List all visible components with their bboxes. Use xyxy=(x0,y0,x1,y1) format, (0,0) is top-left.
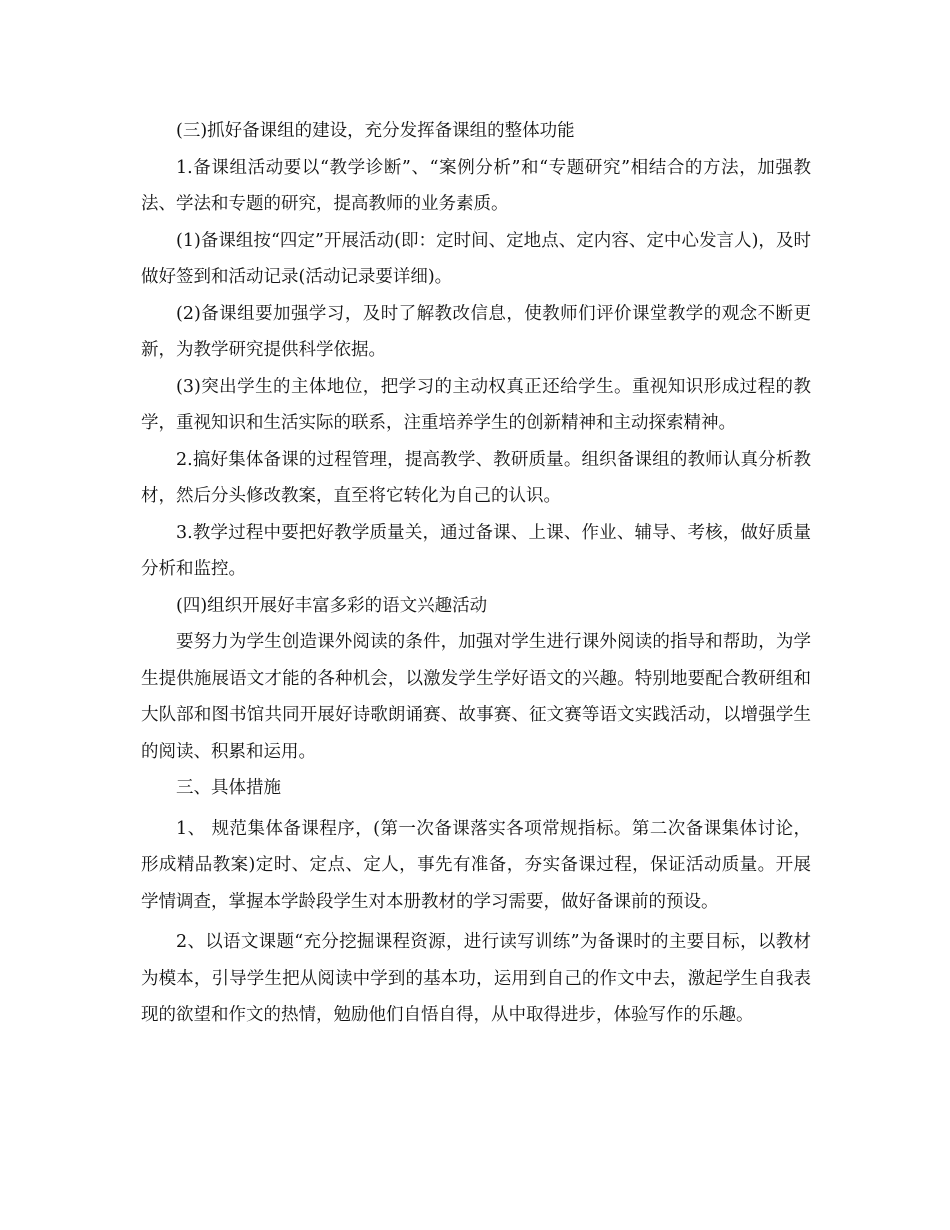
paragraph-item-3: 3.教学过程中要把好教学质量关，通过备课、上课、作业、辅导、考核，做好质量分析和监控。 xyxy=(141,522,811,579)
paragraph-item-2: 2.搞好集体备课的过程管理，提高教学、教研质量。组织备课组的教师认真分析教材，然后分头修改教案，直至将它转化为自己的认识。 xyxy=(141,449,811,506)
document-body xyxy=(141,113,811,1034)
section-heading-measures: 三、具体措施 xyxy=(176,778,281,798)
paragraph-measure-1: 1、 规范集体备课程序，(第一次备课落实各项常规指标。第二次备课集体讨论，形成精品教案)定时、定点、定人，事先有准备，夯实备课过程，保证活动质量。开展学情调查，掌握本学龄段学生对本册教材的学习需要，做好备课前的预设。 xyxy=(141,818,811,912)
paragraph-subitem-3: (3)突出学生的主体地位，把学习的主动权真正还给学生。重视知识形成过程的教学，重视知识和生活实际的联系，注重培养学生的创新精神和主动探索精神。 xyxy=(141,376,811,433)
section-heading-3: (三)抓好备课组的建设，充分发挥备课组的整体功能 xyxy=(176,121,575,141)
paragraph-reading-activities: 要努力为学生创造课外阅读的条件，加强对学生进行课外阅读的指导和帮助，为学生提供施展语文才能的各种机会，以激发学生学好语文的兴趣。特别地要配合教研组和大队部和图书馆共同开展好诗歌朗诵赛、故事赛、征文赛等语文实践活动，以增强学生的阅读、积累和运用。 xyxy=(141,632,811,762)
paragraph-measure-2: 2、以语文课题“充分挖掘课程资源，进行读写训练”为备课时的主要目标，以教材为模本，引导学生把从阅读中学到的基本功，运用到自己的作文中去，激起学生自我表现的欲望和作文的热情，勉励他们自悟自得，从中取得进步，体验写作的乐趣。 xyxy=(141,932,811,1025)
paragraph-subitem-2: (2)备课组要加强学习，及时了解教改信息，使教师们评价课堂教学的观念不断更新，为教学研究提供科学依据。 xyxy=(141,303,811,360)
paragraph-item-1: 1.备课组活动要以“教学诊断”、“案例分析”和“专题研究”相结合的方法，加强教法、学法和专题的研究，提高教师的业务素质。 xyxy=(141,157,811,214)
section-heading-4: (四)组织开展好丰富多彩的语文兴趣活动 xyxy=(176,595,488,616)
paragraph-subitem-1: (1)备课组按“四定”开展活动(即：定时间、定地点、定内容、定中心发言人)，及时做好签到和活动记录(活动记录要详细)。 xyxy=(141,230,811,287)
